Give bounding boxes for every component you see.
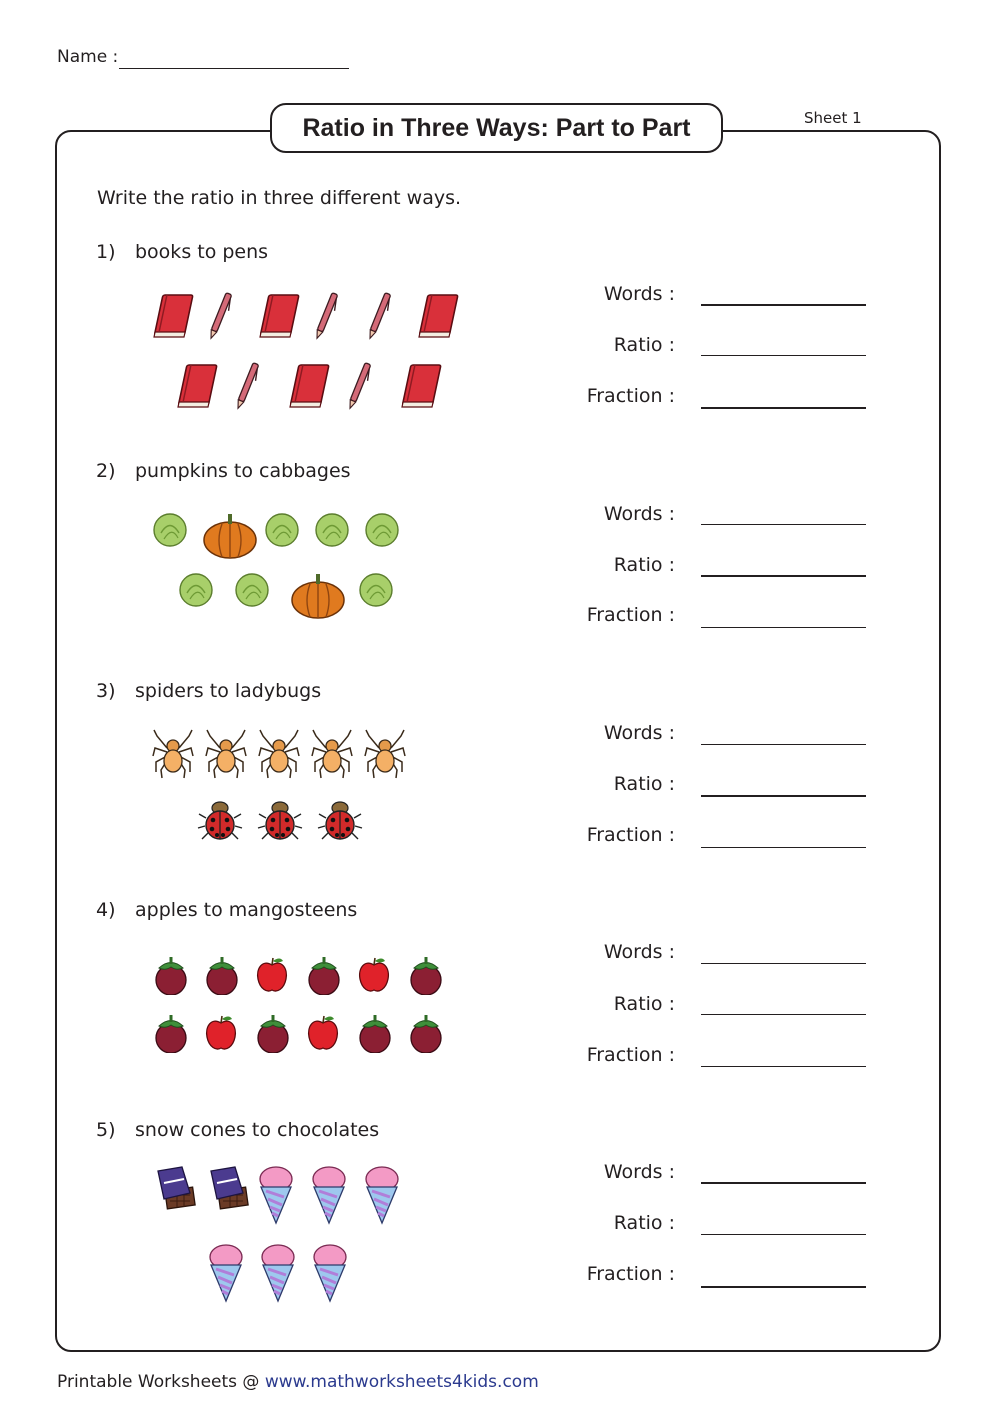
cabbage-icon — [152, 512, 188, 552]
ratio-answer-line[interactable] — [701, 795, 866, 797]
cabbage-icon — [358, 572, 394, 612]
page-title: Ratio in Three Ways: Part to Part — [270, 103, 723, 153]
snow-cone-icon — [208, 1243, 244, 1307]
ratio-answer-line[interactable] — [701, 355, 866, 356]
question-text: apples to mangosteens — [135, 899, 358, 921]
question-number: 1) — [96, 241, 116, 263]
words-answer-line[interactable] — [701, 524, 866, 525]
snow-cone-icon — [364, 1165, 400, 1229]
snow-cone-icon — [312, 1243, 348, 1307]
words-label: Words : — [603, 1161, 675, 1183]
footer-prefix: Printable Worksheets @ — [57, 1372, 265, 1392]
book-icon — [417, 290, 461, 344]
words-label: Words : — [603, 503, 675, 525]
question-text: snow cones to chocolates — [135, 1119, 380, 1141]
mangosteen-icon — [407, 1013, 445, 1057]
spider-icon — [258, 728, 300, 784]
ladybug-icon — [197, 800, 243, 846]
spider-icon — [364, 728, 406, 784]
fraction-answer-line[interactable] — [701, 1066, 866, 1067]
mangosteen-icon — [152, 1013, 190, 1057]
question-text: spiders to ladybugs — [135, 680, 322, 702]
pen-icon — [344, 360, 374, 416]
words-answer-line[interactable] — [701, 304, 866, 306]
pen-icon — [364, 290, 394, 346]
book-icon — [258, 290, 302, 344]
sheet-number: Sheet 1 — [804, 109, 862, 127]
fraction-answer-line[interactable] — [701, 847, 866, 848]
pumpkin-icon — [202, 512, 258, 564]
book-icon — [400, 360, 444, 414]
fraction-label: Fraction : — [586, 385, 675, 407]
question-text: books to pens — [135, 241, 269, 263]
fraction-label: Fraction : — [586, 604, 675, 626]
fraction-answer-line[interactable] — [701, 627, 866, 628]
snow-cone-icon — [260, 1243, 296, 1307]
ratio-label: Ratio : — [613, 773, 675, 795]
ratio-answer-line[interactable] — [701, 1014, 866, 1015]
question-number: 4) — [96, 899, 116, 921]
words-answer-line[interactable] — [701, 744, 866, 745]
spider-icon — [311, 728, 353, 784]
cabbage-icon — [314, 512, 350, 552]
snow-cone-icon — [311, 1165, 347, 1229]
ladybug-icon — [257, 800, 303, 846]
book-icon — [176, 360, 220, 414]
mangosteen-icon — [356, 1013, 394, 1057]
fraction-answer-line[interactable] — [701, 407, 866, 409]
cabbage-icon — [234, 572, 270, 612]
mangosteen-icon — [203, 955, 241, 999]
instruction: Write the ratio in three different ways. — [97, 187, 462, 209]
footer-site-link[interactable]: www.mathworksheets4kids.com — [264, 1372, 539, 1392]
footer — [57, 1372, 539, 1392]
pumpkin-icon — [290, 572, 346, 624]
mangosteen-icon — [152, 955, 190, 999]
apple-icon — [305, 1013, 341, 1057]
words-label: Words : — [603, 283, 675, 305]
ratio-label: Ratio : — [613, 554, 675, 576]
words-label: Words : — [603, 941, 675, 963]
apple-icon — [254, 955, 290, 999]
apple-icon — [356, 955, 392, 999]
mangosteen-icon — [254, 1013, 292, 1057]
book-icon — [152, 290, 196, 344]
pen-icon — [311, 290, 341, 346]
cabbage-icon — [264, 512, 300, 552]
words-answer-line[interactable] — [701, 963, 866, 964]
ratio-answer-line[interactable] — [701, 575, 866, 577]
chocolate-icon — [205, 1165, 251, 1219]
spider-icon — [205, 728, 247, 784]
name-input-line[interactable] — [119, 68, 349, 69]
snow-cone-icon — [258, 1165, 294, 1229]
fraction-label: Fraction : — [586, 1044, 675, 1066]
mangosteen-icon — [407, 955, 445, 999]
apple-icon — [203, 1013, 239, 1057]
book-icon — [288, 360, 332, 414]
ratio-answer-line[interactable] — [701, 1234, 866, 1235]
fraction-label: Fraction : — [586, 1263, 675, 1285]
mangosteen-icon — [305, 955, 343, 999]
ratio-label: Ratio : — [613, 993, 675, 1015]
pen-icon — [232, 360, 262, 416]
question-number: 2) — [96, 460, 116, 482]
fraction-label: Fraction : — [586, 824, 675, 846]
chocolate-icon — [152, 1165, 198, 1219]
question-text: pumpkins to cabbages — [135, 460, 351, 482]
ratio-label: Ratio : — [613, 1212, 675, 1234]
words-label: Words : — [603, 722, 675, 744]
spider-icon — [152, 728, 194, 784]
fraction-answer-line[interactable] — [701, 1286, 866, 1288]
cabbage-icon — [364, 512, 400, 552]
question-number: 5) — [96, 1119, 116, 1141]
ratio-label: Ratio : — [613, 334, 675, 356]
question-number: 3) — [96, 680, 116, 702]
name-label: Name : — [57, 47, 119, 67]
pen-icon — [205, 290, 235, 346]
words-answer-line[interactable] — [701, 1182, 866, 1184]
cabbage-icon — [178, 572, 214, 612]
ladybug-icon — [317, 800, 363, 846]
